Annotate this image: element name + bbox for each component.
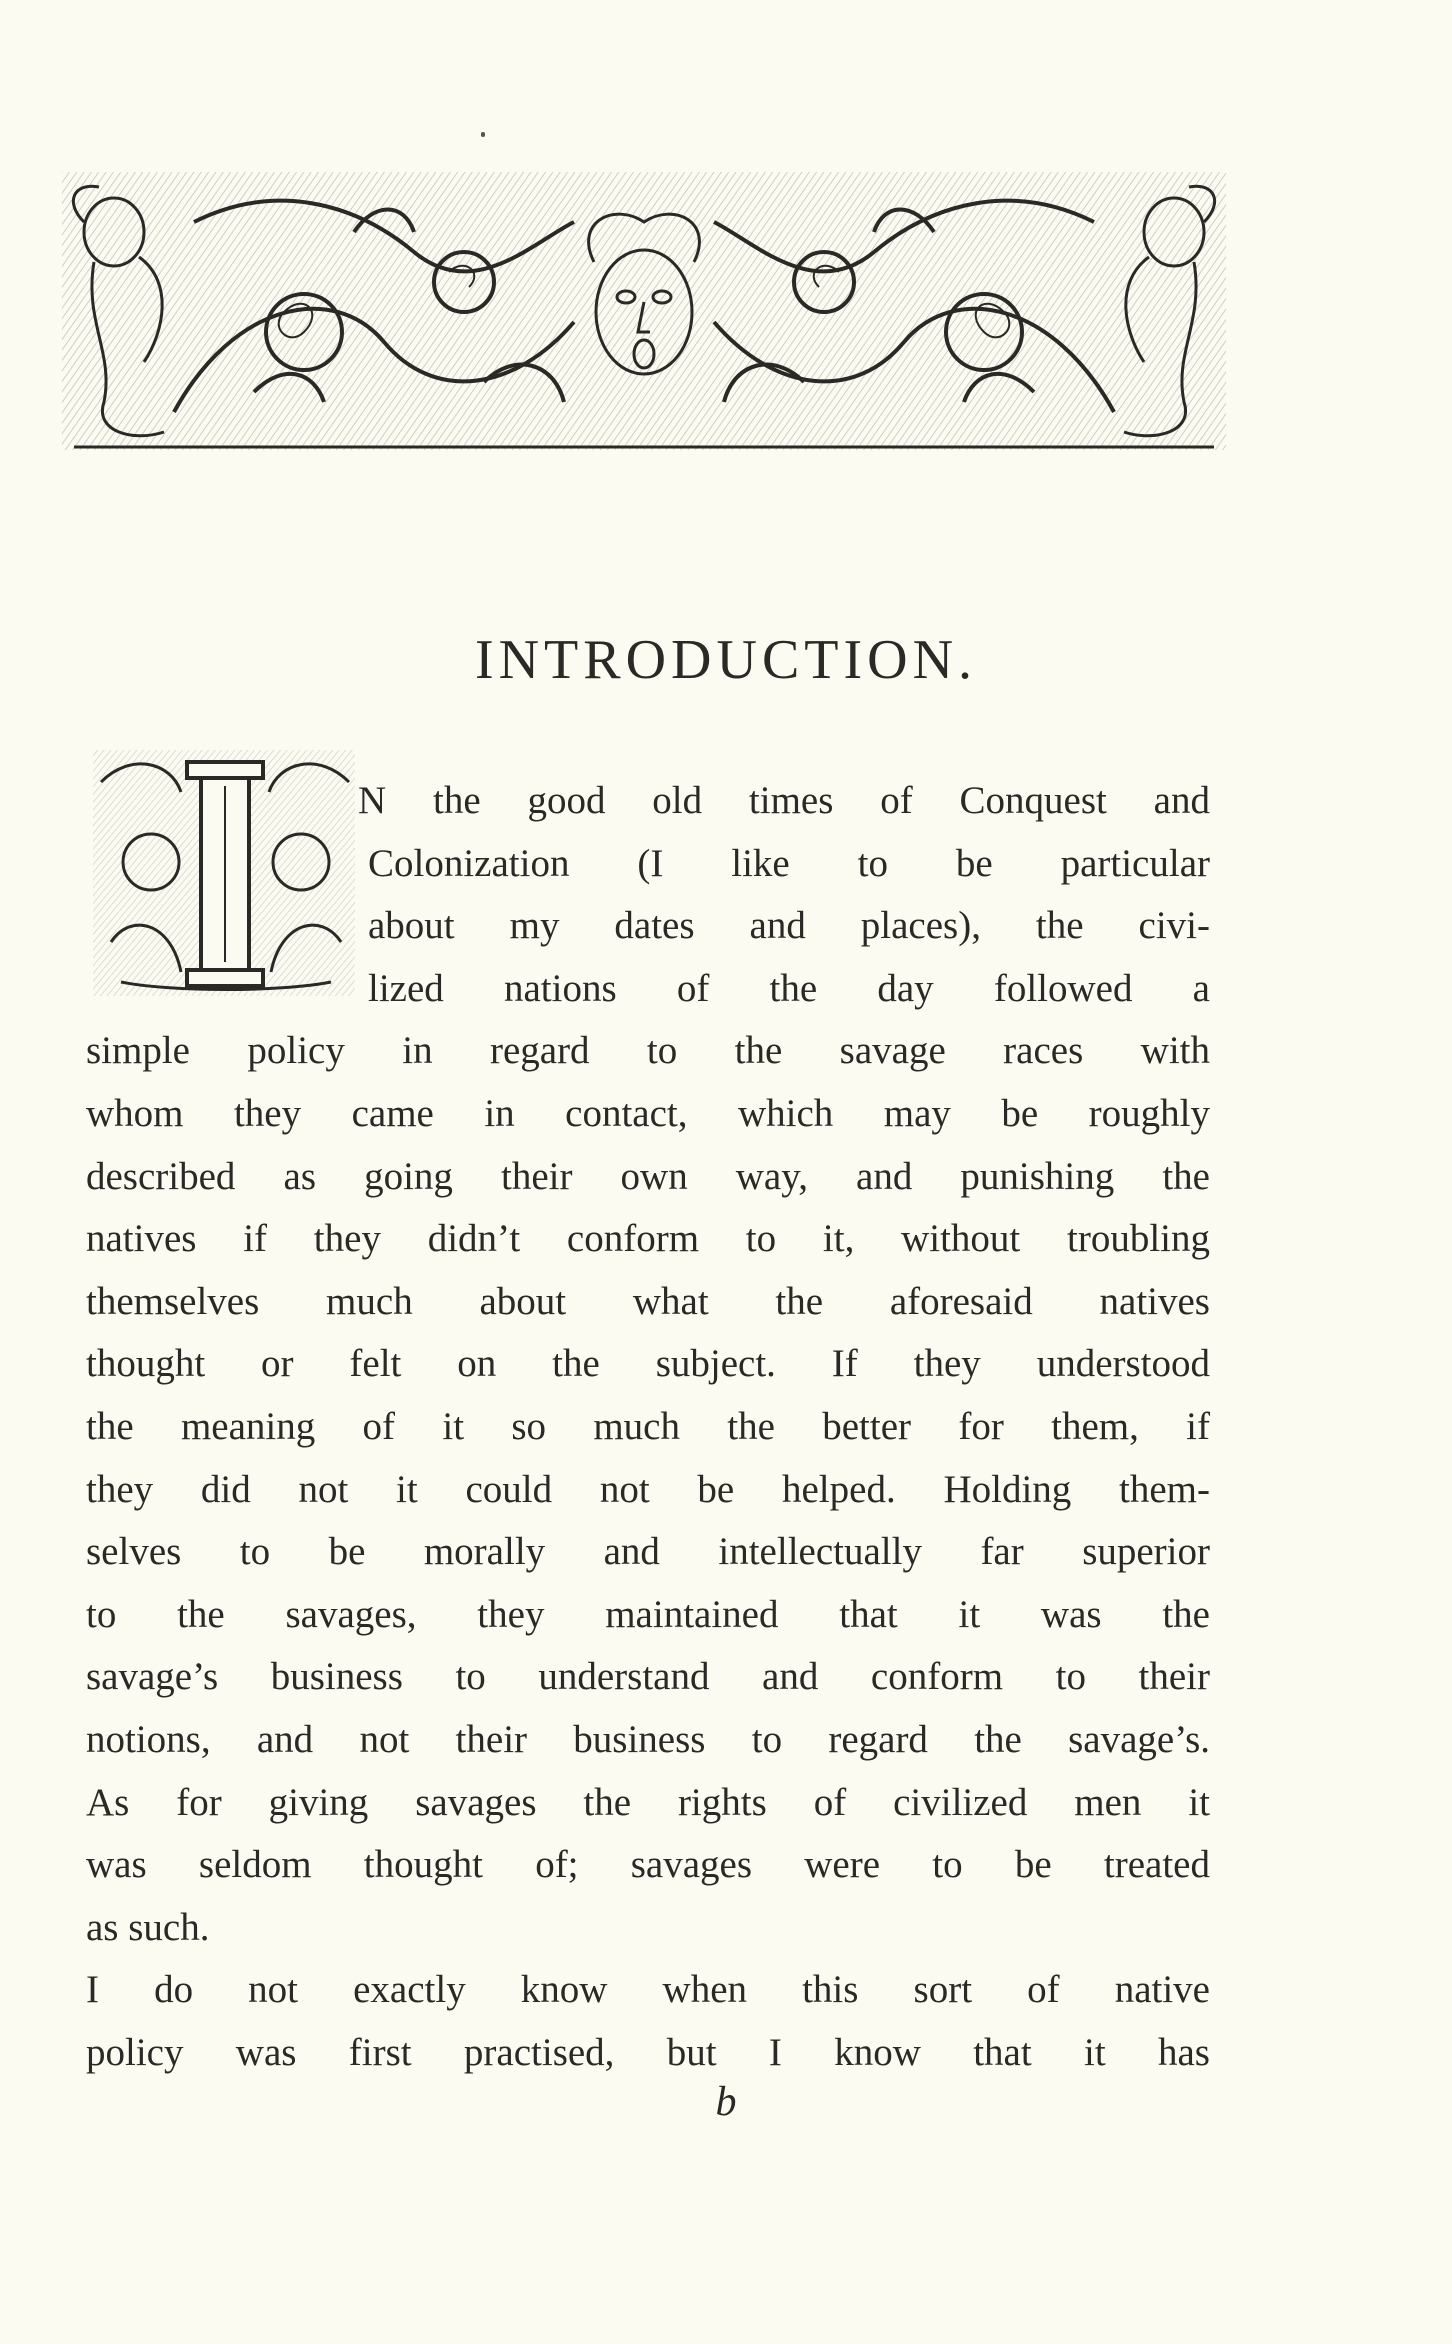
text-line: themselves much about what the aforesaid natives xyxy=(86,1279,1210,1323)
text-line: described as going their own way, and punishing the xyxy=(86,1154,1210,1198)
signature-mark: b xyxy=(715,2079,737,2125)
text-line: I do not exactly know when this sort of native xyxy=(86,1968,1210,2012)
text-line: N the good old times of Conquest and xyxy=(358,779,1210,822)
ornamental-headpiece xyxy=(54,162,1234,462)
text-line: simple policy in regard to the savage races with xyxy=(86,1029,1210,1073)
ink-speck xyxy=(481,132,485,137)
text-line: whom they came in contact, which may be roughly xyxy=(86,1091,1210,1135)
text-line: about my dates and places), the civi- xyxy=(368,904,1210,948)
text-line: savage’s business to understand and conform to their xyxy=(86,1655,1210,1699)
text-line: to the savages, they maintained that it was the xyxy=(86,1592,1210,1636)
text-line: natives if they didn’t conform to it, without troubling xyxy=(86,1217,1210,1261)
body-text xyxy=(86,770,1210,2084)
text-line: As for giving savages the rights of civilized men it xyxy=(86,1780,1210,1824)
text-line: policy was first practised, but I know that it has xyxy=(86,2030,1210,2074)
text-line: as such. xyxy=(86,1905,210,1949)
text-line: Colonization (I like to be particular xyxy=(368,841,1210,885)
text-line: notions, and not their business to regard the savage’s. xyxy=(86,1717,1210,1761)
text-line: was seldom thought of; savages were to be treated xyxy=(86,1843,1210,1887)
text-line: they did not it could not be helped. Holding them- xyxy=(86,1467,1210,1511)
text-line: selves to be morally and intellectually far superior xyxy=(86,1530,1210,1574)
text-line: the meaning of it so much the better for them, if xyxy=(86,1404,1210,1448)
chapter-heading: INTRODUCTION. xyxy=(474,629,978,691)
text-line: lized nations of the day followed a xyxy=(368,966,1210,1010)
text-line: thought or felt on the subject. If they understood xyxy=(86,1342,1210,1386)
